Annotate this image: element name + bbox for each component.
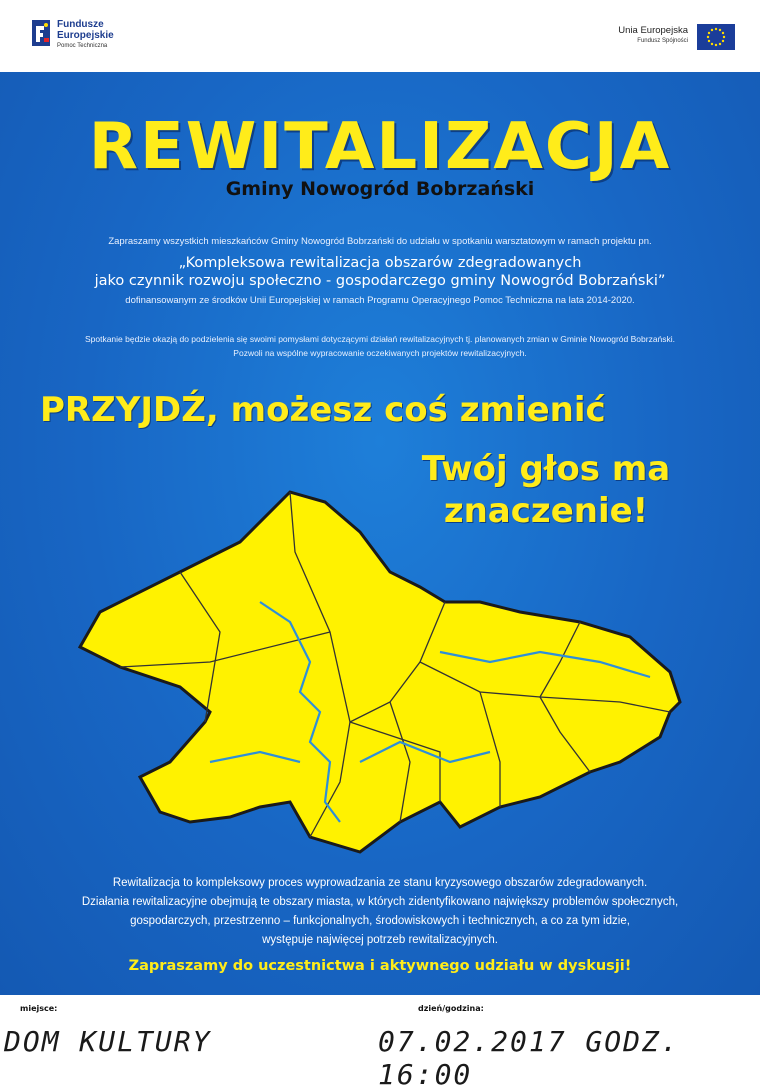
fundusze-europejskie-logo-text xyxy=(57,20,114,49)
fe-logo-line2: Europejskie xyxy=(57,29,114,41)
project-name xyxy=(0,254,760,290)
slogan-line1: PRZYJDŹ, możesz coś zmienić xyxy=(40,390,606,430)
project-name-line1: „Kompleksowa rewitalizacja obszarów zdegradowanych xyxy=(178,255,582,271)
footer-details xyxy=(0,995,760,1091)
ue-line2: Fundusz Spójności xyxy=(637,38,688,45)
fe-logo-line3: Pomoc Techniczna xyxy=(57,43,108,49)
slogan-line3: znaczenie! xyxy=(443,491,649,531)
project-name-line2: jako czynnik rozwoju społeczno - gospodarczego gminy Nowogród Bobrzański” xyxy=(94,273,666,289)
place-label: miejsce: xyxy=(20,1004,58,1013)
description-line4: występuje najwięcej potrzeb rewitalizacyjnych. xyxy=(262,934,498,946)
cofinance-text: dofinansowanym ze środków Unii Europejskiej w ramach Programu Operacyjnego Pomoc Techniczna na lata 2014-2020. xyxy=(125,295,635,306)
eu-logo-text xyxy=(618,26,688,45)
invitation-text: Zapraszamy do uczestnictwa i aktywnego udziału w dyskusji! xyxy=(128,958,632,974)
date-value: 07.02.2017 GODZ. 16:00 xyxy=(378,1025,680,1091)
fe-logo-line1: Fundusze xyxy=(57,19,104,30)
slogan-line2: Twój głos ma xyxy=(421,449,671,489)
place-value: DOM KULTURY xyxy=(4,1025,212,1058)
meeting-line2: Pozwoli na wspólne wypracowanie oczekiwanych projektów rewitalizacyjnych. xyxy=(233,348,527,358)
poster-body xyxy=(0,72,760,995)
date-label: dzień/godzina: xyxy=(418,1004,484,1013)
ue-line1: Unia Europejska xyxy=(618,25,688,36)
description-text xyxy=(0,874,760,950)
description-line2: Działania rewitalizacyjne obejmują te obszary miasta, w których zidentyfikowano największy problemów społecznych, xyxy=(81,896,679,908)
poster-title: REWITALIZACJA xyxy=(88,110,672,184)
description-line1: Rewitalizacja to kompleksowy proces wyprowadzania ze stanu kryzysowego obszarów zdegradowanych. xyxy=(112,877,648,889)
meeting-text xyxy=(0,332,760,360)
header-bar xyxy=(0,0,760,72)
slogan-block xyxy=(366,448,726,532)
intro-text: Zapraszamy wszystkich mieszkańców Gminy Nowogród Bobrzański do udziału w spotkaniu warsztatowym w ramach projektu pn. xyxy=(108,236,652,247)
description-line3: gospodarczych, przestrzenno – funkcjonalnych, środowiskowych i technicznych, a co za tym idzie, xyxy=(130,915,630,927)
fundusze-europejskie-logo-icon xyxy=(30,18,52,48)
meeting-line1: Spotkanie będzie okazją do podzielenia się swoimi pomysłami dotyczącymi działań rewitalizacyjnych tj. planowanych zmian w Gminie Nowogród Bobrzański. xyxy=(84,334,676,344)
eu-flag-icon xyxy=(697,24,735,50)
poster-subtitle: Gminy Nowogród Bobrzański xyxy=(225,178,535,200)
